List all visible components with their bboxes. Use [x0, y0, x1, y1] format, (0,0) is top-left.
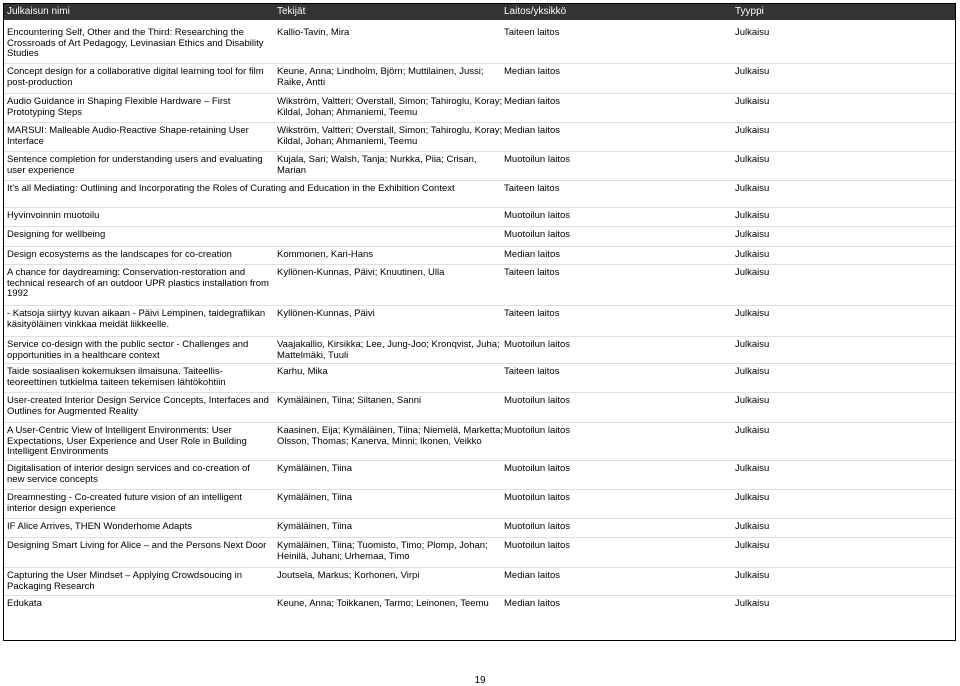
cell-type: Julkaisu [735, 492, 770, 503]
cell-type: Julkaisu [735, 249, 770, 260]
row-divider [4, 246, 955, 247]
cell-authors: Karhu, Mika [277, 366, 328, 377]
cell-authors: Vaajakallio, Kirsikka; Lee, Jung-Joo; Kronqvist, Juha; Mattelmäki, Tuuli [277, 339, 500, 361]
row-divider [4, 264, 955, 265]
cell-unit: Median laitos [504, 249, 560, 260]
cell-type: Julkaisu [735, 125, 770, 136]
row-divider [4, 305, 955, 306]
row-divider [4, 180, 955, 181]
cell-name: Designing for wellbeing [7, 229, 106, 240]
cell-unit: Muotoilun laitos [504, 154, 571, 165]
cell-type: Julkaisu [735, 395, 770, 406]
row-divider [4, 392, 955, 393]
cell-unit: Median laitos [504, 570, 560, 581]
header-name: Julkaisun nimi [7, 6, 70, 17]
cell-authors: Kujala, Sari; Walsh, Tanja; Nurkka, Piia; Crisan, Marian [277, 154, 477, 176]
header-authors: Tekijät [277, 6, 306, 17]
cell-type: Julkaisu [735, 27, 770, 38]
cell-type: Julkaisu [735, 463, 770, 474]
page-number: 19 [474, 675, 486, 686]
cell-type: Julkaisu [735, 598, 770, 609]
table-header [4, 4, 955, 20]
cell-authors: Keune, Anna; Lindholm, Björn; Muttilainen, Jussi; Raike, Antti [277, 66, 484, 88]
row-divider [4, 460, 955, 461]
cell-unit: Taiteen laitos [504, 366, 560, 377]
cell-unit: Muotoilun laitos [504, 540, 571, 551]
cell-unit: Muotoilun laitos [504, 210, 571, 221]
cell-authors: Kymäläinen, Tiina [277, 492, 352, 503]
row-divider [4, 518, 955, 519]
cell-type: Julkaisu [735, 425, 770, 436]
cell-authors: Kymäläinen, Tiina [277, 521, 352, 532]
cell-unit: Taiteen laitos [504, 27, 560, 38]
header-unit: Laitos/yksikkö [504, 6, 567, 17]
row-divider [4, 63, 955, 64]
cell-name: MARSUI: Malleable Audio-Reactive Shape-retaining User Interface [7, 125, 249, 147]
cell-authors: Keune, Anna; Toikkanen, Tarmo; Leinonen, Teemu [277, 598, 489, 609]
cell-unit: Muotoilun laitos [504, 229, 571, 240]
cell-type: Julkaisu [735, 96, 770, 107]
cell-type: Julkaisu [735, 183, 770, 194]
cell-unit: Median laitos [504, 125, 560, 136]
cell-authors: Wikström, Valtteri; Overstall, Simon; Tahiroglu, Koray; Kildal, Johan; Ahmaniemi, Teemu [277, 125, 503, 147]
cell-unit: Taiteen laitos [504, 183, 560, 194]
publication-table [3, 3, 956, 641]
cell-type: Julkaisu [735, 570, 770, 581]
cell-name: IF Alice Arrives, THEN Wonderhome Adapts [7, 521, 192, 532]
cell-unit: Muotoilun laitos [504, 395, 571, 406]
cell-type: Julkaisu [735, 210, 770, 221]
cell-type: Julkaisu [735, 521, 770, 532]
cell-name: Dreamnesting - Co-created future vision of an intelligent interior design experience [7, 492, 242, 514]
header-type: Tyyppi [735, 6, 764, 17]
row-divider [4, 226, 955, 227]
row-divider [4, 489, 955, 490]
row-divider [4, 422, 955, 423]
row-divider [4, 363, 955, 364]
cell-name: A User-Centric View of Intelligent Environments: User Expectations, User Experience and User Role in Building Intelligent Environments [7, 425, 247, 458]
cell-authors: Kommonen, Kari-Hans [277, 249, 374, 260]
cell-authors: Kymäläinen, Tiina [277, 463, 352, 474]
row-divider [4, 122, 955, 123]
cell-unit: Median laitos [504, 96, 560, 107]
cell-name: Concept design for a collaborative digital learning tool for film post-production [7, 66, 264, 88]
cell-type: Julkaisu [735, 366, 770, 377]
cell-type: Julkaisu [735, 540, 770, 551]
cell-unit: Muotoilun laitos [504, 339, 571, 350]
cell-name: Designing Smart Living for Alice – and the Persons Next Door [7, 540, 267, 551]
cell-name: Digitalisation of interior design services and co-creation of new service concepts [7, 463, 250, 485]
cell-authors: Wikström, Valtteri; Overstall, Simon; Tahiroglu, Koray; Kildal, Johan; Ahmaniemi, Teemu [277, 96, 503, 118]
cell-name: User-created Interior Design Service Concepts, Interfaces and Outlines for Augmented Reality [7, 395, 269, 417]
cell-name: A chance for daydreaming: Conservation-restoration and technical research of an outdoor UPR plastics installation from 1992 [7, 267, 269, 300]
cell-name: Edukata [7, 598, 42, 609]
cell-type: Julkaisu [735, 66, 770, 77]
cell-name: Encountering Self, Other and the Third: Researching the Crossroads of Art Pedagogy, Levinasian Ethics and Disability Studies [7, 27, 264, 60]
cell-type: Julkaisu [735, 229, 770, 240]
row-divider [4, 595, 955, 596]
row-divider [4, 336, 955, 337]
row-divider [4, 207, 955, 208]
cell-name: Taide sosiaalisen kokemuksen ilmaisuna. Taiteellis-teoreettinen tutkielma taiteen tekemisen lähtökohtiin [7, 366, 226, 388]
row-divider [4, 151, 955, 152]
cell-type: Julkaisu [735, 154, 770, 165]
cell-authors: Kymäläinen, Tiina; Tuomisto, Timo; Plomp, Johan; Heinilä, Juhani; Urhemaa, Timo [277, 540, 488, 562]
cell-unit: Muotoilun laitos [504, 521, 571, 532]
cell-name: Service co-design with the public sector - Challenges and opportunities in a healthcare context [7, 339, 249, 361]
cell-unit: Taiteen laitos [504, 267, 560, 278]
cell-name: Hyvinvoinnin muotoilu [7, 210, 100, 221]
cell-unit: Taiteen laitos [504, 308, 560, 319]
cell-unit: Muotoilun laitos [504, 425, 571, 436]
cell-authors: Joutsela, Markus; Korhonen, Virpi [277, 570, 420, 581]
row-divider [4, 567, 955, 568]
cell-name: It’s all Mediating: Outlining and Incorporating the Roles of Curating and Education in the Exhibition Context [7, 183, 455, 194]
cell-authors: Kaasinen, Eija; Kymäläinen, Tiina; Niemelä, Marketta; Olsson, Thomas; Kanerva, Minni; Ikonen, Veikko [277, 425, 503, 447]
cell-type: Julkaisu [735, 267, 770, 278]
row-divider [4, 537, 955, 538]
cell-unit: Muotoilun laitos [504, 492, 571, 503]
cell-authors: Kymäläinen, Tiina; Siltanen, Sanni [277, 395, 422, 406]
cell-type: Julkaisu [735, 308, 770, 319]
cell-unit: Median laitos [504, 598, 560, 609]
cell-name: Capturing the User Mindset – Applying Crowdsoucing in Packaging Research [7, 570, 242, 592]
cell-unit: Muotoilun laitos [504, 463, 571, 474]
row-divider [4, 93, 955, 94]
cell-unit: Median laitos [504, 66, 560, 77]
cell-name: Sentence completion for understanding users and evaluating user experience [7, 154, 263, 176]
cell-authors: Kyllönen-Kunnas, Päivi [277, 308, 375, 319]
cell-authors: Kyllönen-Kunnas, Päivi; Knuutinen, Ulla [277, 267, 445, 278]
cell-name: Audio Guidance in Shaping Flexible Hardware – First Prototyping Steps [7, 96, 231, 118]
cell-name: - Katsoja siirtyy kuvan aikaan - Päivi Lempinen, taidegrafiikan käsityöläinen vinkkaa meidät liikkeelle. [7, 308, 266, 330]
cell-type: Julkaisu [735, 339, 770, 350]
cell-name: Design ecosystems as the landscapes for co-creation [7, 249, 232, 260]
cell-authors: Kallio-Tavin, Mira [277, 27, 350, 38]
